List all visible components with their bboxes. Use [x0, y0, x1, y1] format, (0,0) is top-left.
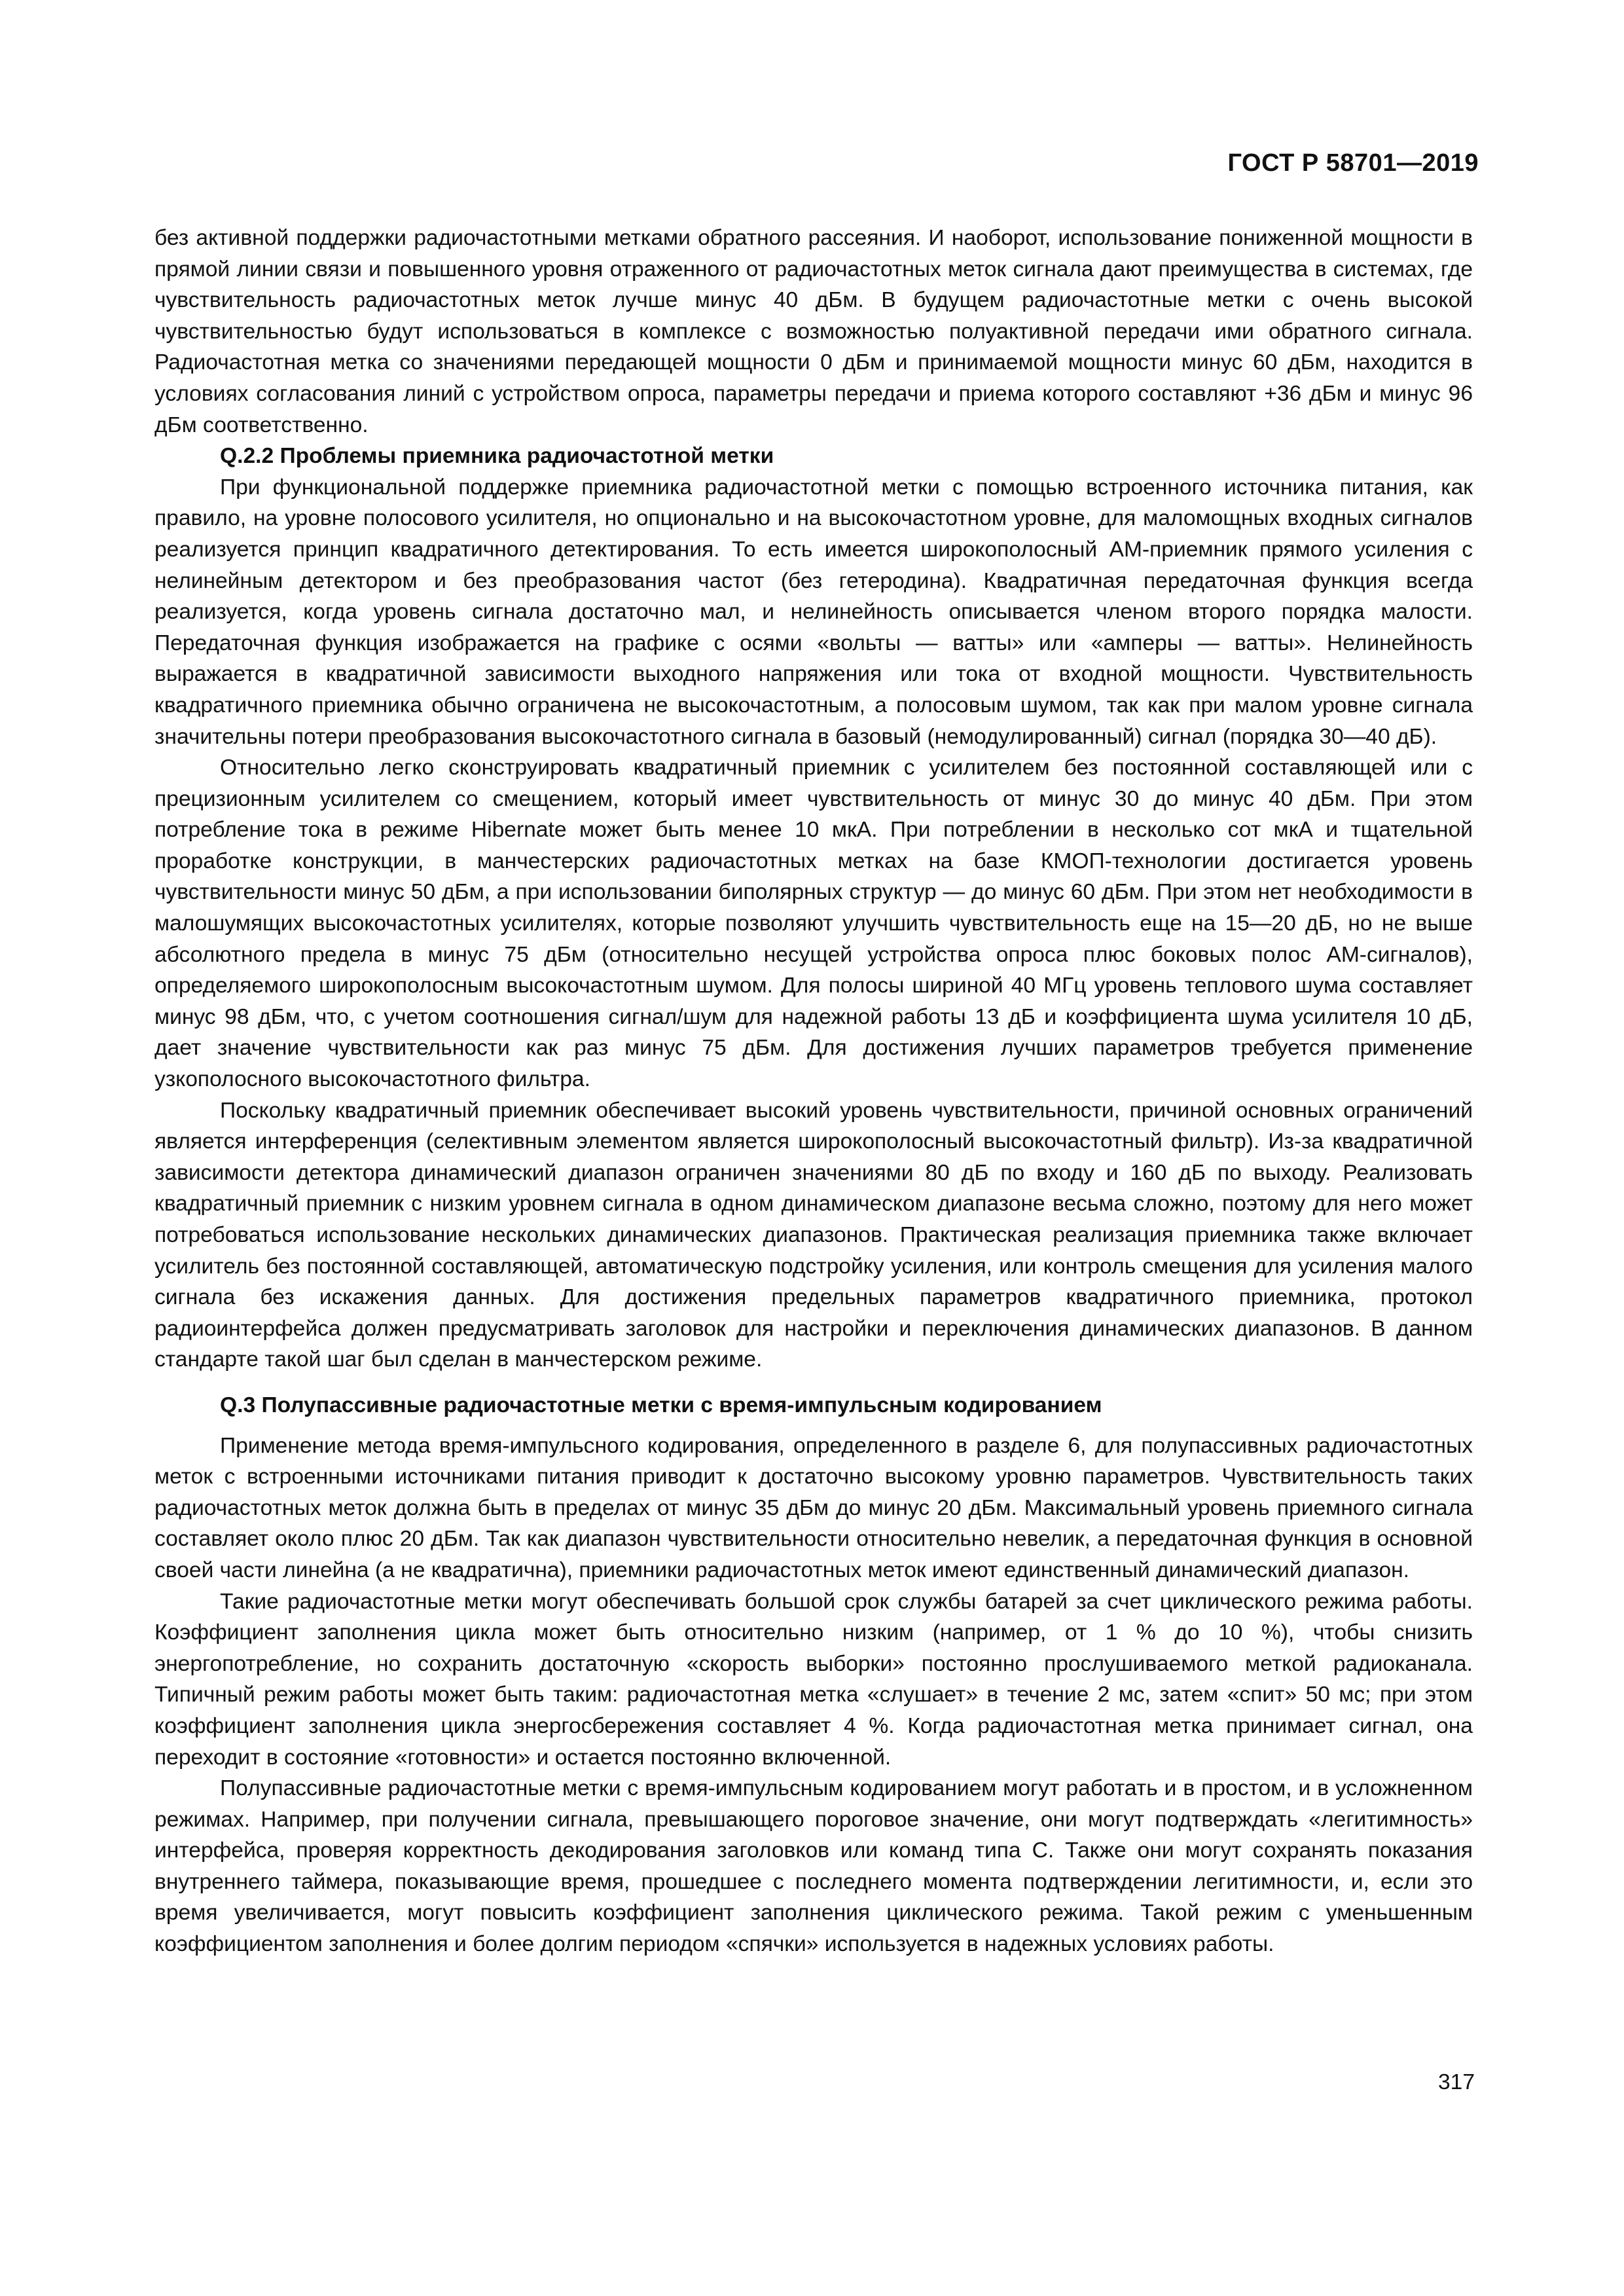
q22-paragraph-2: Относительно легко сконструировать квадратичный приемник с усилителем без постоянной составляющей или с прецизионным усилителем со смещением, который имеет чувствительность от минус 30 до минус 40 дБм. При этом потребление тока в режиме Hibernate может быть менее 10 мкА. При потреблении в несколько сот мкА и тщательной проработке конструкции, в манчестерских радиочастотных метках на базе КМОП-технологии достигается уровень чувствительности минус 50 дБм, а при использовании биполярных структур — до минус 60 дБм. При этом нет необходимости в малошумящих высокочастотных усилителях, которые позволяют улучшить чувствительность еще на 15—20 дБ, но не выше абсолютного предела в минус 75 дБм (относительно несущей устройства опроса плюс боковых полос АМ-сигналов), определяемого широкополосным высокочастотным шумом. Для полосы шириной 40 МГц уровень теплового шума составляет минус 98 дБм, что, с учетом соотношения сигнал/шум для надежной работы 13 дБ и коэффициента шума усилителя 10 дБ, дает значение чувствительности как раз минус 75 дБм. Для достижения лучших параметров требуется применение узкополосного высокочастотного фильтра. [154, 756, 1473, 1092]
q3-paragraph-3: Полупассивные радиочастотные метки с время-импульсным кодированием могут работать и в простом, и в усложненном режимах. Например, при получении сигнала, превышающего пороговое значение, они могут подтверждать «легитимность» интерфейса, проверяя корректность декодирования заголовков или команд типа С. Также они могут сохранять показания внутреннего таймера, показывающие время, прошедшее с последнего момента подтверждении легитимности, и, если это время увеличивается, могут повысить коэффициент заполнения циклического режима. Такой режим с уменьшенным коэффициентом заполнения и более долгим периодом «спячки» используется в надежных условиях работы. [154, 1776, 1473, 1957]
page-number: 317 [1437, 2070, 1475, 2094]
q3-paragraph-1: Применение метода время-импульсного кодирования, определенного в разделе 6, для полупассивных радиочастотных меток с встроенными источниками питания приводит к достаточно высокому уровню параметров. Чувствительность таких радиочастотных меток должна быть в пределах от минус 35 дБм до минус 20 дБм. Максимальный уровень приемного сигнала составляет около плюс 20 дБм. Так как диапазон чувствительности относительно невелик, а передаточная функция в основной своей части линейна (а не квадратична), приемники радиочастотных меток имеют единственный динамический диапазон. [154, 1433, 1473, 1582]
section-q22-heading: Q.2.2 Проблемы приемника радиочастотной метки [220, 444, 774, 469]
section-q3-heading: Q.3 Полупассивные радиочастотные метки с время-импульсным кодированием [220, 1393, 1102, 1417]
q22-paragraph-1: При функциональной поддержке приемника радиочастотной метки с помощью встроенного источника питания, как правило, на уровне полосового усилителя, но опционально и на высокочастотном уровне, для маломощных входных сигналов реализуется принцип квадратичного детектирования. То есть имеется широкополосный АМ-приемник прямого усиления с нелинейным детектором и без преобразования частот (без гетеродина). Квадратичная передаточная функция всегда реализуется, когда уровень сигнала достаточно мал, и нелинейность описывается членом второго порядка малости. Передаточная функция изображается на графике с осями «вольты — ватты» или «амперы — ватты». Нелинейность выражается в квадратичной зависимости выходного напряжения или тока от входной мощности. Чувствительность квадратичного приемника обычно ограничена не высокочастотным, а полосовым шумом, так как при малом уровне сигнала значительны потери преобразования высокочастотного сигнала в базовый (немодулированный) сигнал (порядка 30—40 дБ). [154, 475, 1473, 749]
intro-paragraph: без активной поддержки радиочастотными метками обратного рассеяния. И наоборот, использование пониженной мощности в прямой линии связи и повышенного уровня отраженного от радиочастотных меток сигнала дают преимущества в системах, где чувствительность радиочастотных меток лучше минус 40 дБм. В будущем радиочастотные метки с очень высокой чувствительностью будут использоваться в комплексе с возможностью полуактивной передачи ими обратного сигнала. Радиочастотная метка со значениями передающей мощности 0 дБм и принимаемой мощности минус 60 дБм, находится в условиях согласования линий с устройством опроса, параметры передачи и приема которого составляют +36 дБм и минус 96 дБм соответственно. [154, 226, 1473, 437]
q3-paragraph-2: Такие радиочастотные метки могут обеспечивать большой срок службы батарей за счет циклического режима работы. Коэффициент заполнения цикла может быть относительно низким (например, от 1 % до 10 %), чтобы снизить энергопотребление, но сохранить достаточную «скорость выборки» постоянно прослушиваемого меткой радиоканала. Типичный режим работы может быть таким: радиочастотная метка «слушает» в течение 2 мс, затем «спит» 50 мс; при этом коэффициент заполнения цикла энергосбережения составляет 4 %. Когда радиочастотная метка принимает сигнал, она переходит в состояние «готовности» и остается постоянно включенной. [154, 1589, 1473, 1770]
q22-paragraph-3: Поскольку квадратичный приемник обеспечивает высокий уровень чувствительности, причиной основных ограничений является интерференция (селективным элементом является широкополосный высокочастотный фильтр). Из-за квадратичной зависимости детектора динамический диапазон ограничен значениями 80 дБ по входу и 160 дБ по выходу. Реализовать квадратичный приемник с низким уровнем сигнала в одном динамическом диапазоне весьма сложно, поэтому для него может потребоваться использование нескольких динамических диапазонов. Практическая реализация приемника также включает усилитель без постоянной составляющей, автоматическую подстройку усиления, или контроль смещения для усиления малого сигнала без искажения данных. Для достижения предельных параметров квадратичного приемника, протокол радиоинтерфейса должен предусматривать заголовок для настройки и переключения динамических диапазонов. В данном стандарте такой шаг был сделан в манчестерском режиме. [154, 1098, 1473, 1372]
document-header: ГОСТ Р 58701—2019 [1227, 149, 1479, 177]
document-body [154, 223, 1473, 1960]
